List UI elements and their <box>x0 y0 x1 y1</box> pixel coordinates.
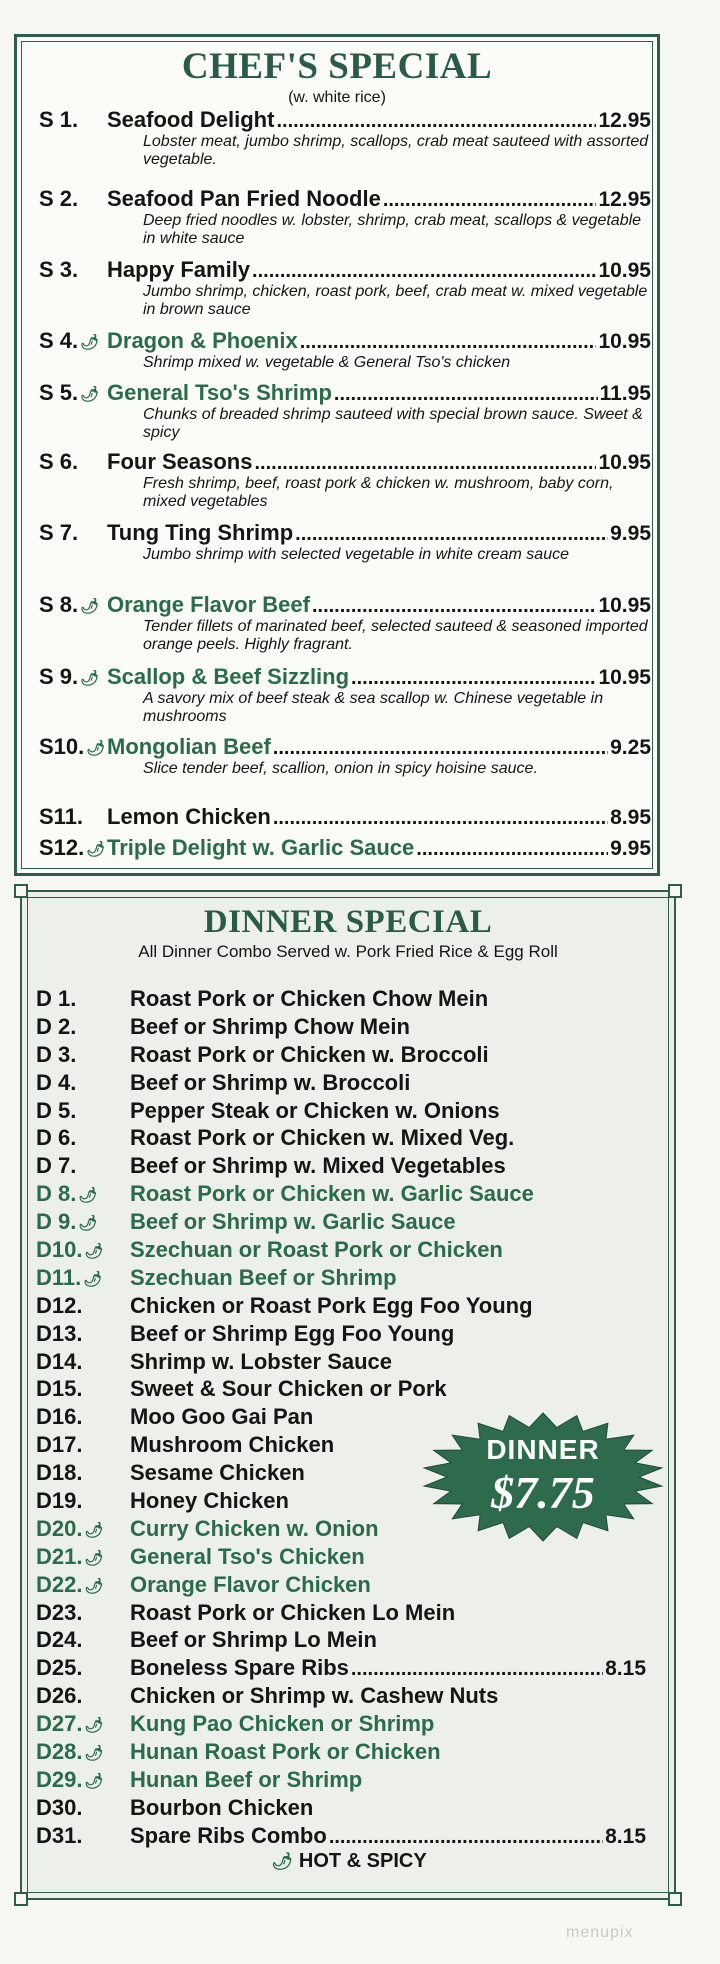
pepper-icon: 🌶︎ <box>80 670 100 688</box>
item-description: Jumbo shrimp with selected vegetable in white cream sauce <box>143 546 569 563</box>
leader-dots <box>416 838 608 861</box>
badge-price: $7.75 <box>491 1467 595 1518</box>
item-code: D12. <box>36 1292 83 1318</box>
dinner-special-item <box>36 1739 666 1767</box>
chef-special-item <box>39 835 651 861</box>
dinner-special-title: DINNER SPECIAL <box>203 904 493 940</box>
item-code: D 5. <box>36 1097 77 1123</box>
dinner-special-item <box>36 1655 666 1683</box>
item-name: Sesame Chicken <box>130 1460 305 1486</box>
item-name: Seafood Pan Fried Noodle <box>107 186 381 211</box>
item-code: S10. 🌶︎ <box>39 734 106 759</box>
item-name: Spare Ribs Combo <box>130 1822 327 1848</box>
item-code: S 4. 🌶︎ <box>39 328 100 353</box>
item-price: 10.95 <box>598 451 651 474</box>
item-code: D23. <box>36 1599 83 1625</box>
item-description: Lobster meat, jumbo shrimp, scallops, crab meat sauteed with assorted vegetable. <box>143 133 649 168</box>
item-code: D 6. <box>36 1125 77 1151</box>
item-name: Pepper Steak or Chicken w. Onions <box>130 1097 500 1123</box>
item-code: S 6. <box>39 449 79 474</box>
item-price: 9.95 <box>610 522 651 545</box>
dinner-special-item <box>36 1265 666 1293</box>
item-description: A savory mix of beef steak & sea scallop w. Chinese vegetable in mushrooms <box>143 690 604 725</box>
dinner-special-item <box>36 1376 666 1404</box>
pepper-icon: 🌶︎ <box>78 1215 98 1233</box>
leader-dots <box>254 452 596 475</box>
item-name: Roast Pork or Chicken w. Mixed Veg. <box>130 1125 515 1151</box>
item-price: 9.25 <box>610 736 651 759</box>
item-name: Hunan Beef or Shrimp <box>130 1766 363 1792</box>
chef-special-title: CHEF'S SPECIAL <box>181 46 493 87</box>
item-name: Hunan Roast Pork or Chicken <box>130 1739 441 1765</box>
dinner-special-item <box>36 1181 666 1209</box>
item-code: D22. 🌶︎ <box>36 1571 104 1597</box>
dinner-special-item <box>36 1711 666 1739</box>
pepper-icon: 🌶︎ <box>80 334 100 352</box>
dinner-special-item <box>36 1321 666 1349</box>
item-code: D 2. <box>36 1013 77 1039</box>
hot-spicy-legend <box>22 1850 674 1873</box>
dinner-special-item <box>36 1683 666 1711</box>
item-name: Boneless Spare Ribs <box>130 1655 349 1681</box>
pepper-icon: 🌶︎ <box>84 1522 104 1540</box>
item-price: 8.95 <box>610 806 651 829</box>
pepper-icon: 🌶︎ <box>84 1243 104 1261</box>
item-price: 12.95 <box>598 188 651 211</box>
item-code: S11. <box>39 804 84 829</box>
dinner-special-item <box>36 1349 666 1377</box>
dinner-special-item <box>36 1572 666 1600</box>
item-name: Mongolian Beef <box>107 734 271 759</box>
chef-special-item <box>39 520 651 564</box>
badge-label: DINNER <box>486 1434 600 1465</box>
pepper-icon: 🌶︎ <box>84 1577 104 1595</box>
item-code: D11. 🌶︎ <box>36 1264 103 1290</box>
item-code: D25. <box>36 1655 83 1681</box>
item-name: Roast Pork or Chicken Lo Mein <box>130 1599 456 1625</box>
leader-dots <box>351 1658 603 1681</box>
item-name: Mushroom Chicken <box>130 1432 335 1458</box>
item-price: 8.15 <box>605 1657 646 1681</box>
item-name: Lemon Chicken <box>107 804 271 829</box>
leader-dots <box>273 737 608 760</box>
watermark: menupix <box>566 1924 634 1941</box>
pepper-icon: 🌶︎ <box>271 1851 293 1871</box>
leader-dots <box>351 667 596 690</box>
item-description: Fresh shrimp, beef, roast pork & chicken w. mushroom, baby corn, mixed vegetables <box>143 475 614 510</box>
dinner-special-item <box>36 1070 666 1098</box>
item-name: Orange Flavor Beef <box>107 592 310 617</box>
item-code: D29. 🌶︎ <box>36 1766 104 1792</box>
pepper-icon: 🌶︎ <box>86 841 106 859</box>
chef-special-item <box>39 804 651 830</box>
item-code: D26. <box>36 1683 83 1709</box>
dinner-special-item <box>36 1153 666 1181</box>
item-code: D13. <box>36 1320 83 1346</box>
pepper-icon: 🌶︎ <box>84 1745 104 1763</box>
item-code: S 1. <box>39 107 79 132</box>
item-code: D27. 🌶︎ <box>36 1711 104 1737</box>
item-description: Slice tender beef, scallion, onion in spicy hoisine sauce. <box>143 760 538 777</box>
item-code: S 9. 🌶︎ <box>39 664 100 689</box>
dinner-special-item <box>36 1209 666 1237</box>
dinner-special-item <box>36 1767 666 1795</box>
dinner-special-panel <box>20 890 676 1900</box>
item-name: Sweet & Sour Chicken or Pork <box>130 1376 447 1402</box>
item-code: D 1. <box>36 986 77 1011</box>
item-code: D31. <box>36 1822 83 1848</box>
item-name: General Tso's Chicken <box>130 1543 365 1569</box>
corner-ornament <box>668 884 682 898</box>
item-name: Orange Flavor Chicken <box>130 1571 371 1597</box>
item-price: 9.95 <box>610 837 651 860</box>
item-code: D21. 🌶︎ <box>36 1543 104 1569</box>
item-code: D10. 🌶︎ <box>36 1237 104 1263</box>
dinner-special-item <box>36 1795 666 1823</box>
pepper-icon: 🌶︎ <box>84 1773 104 1791</box>
item-code: D15. <box>36 1376 83 1402</box>
item-price: 8.15 <box>605 1824 646 1848</box>
item-name: Roast Pork or Chicken w. Garlic Sauce <box>130 1181 534 1207</box>
leader-dots <box>312 595 596 618</box>
item-code: D28. 🌶︎ <box>36 1739 104 1765</box>
item-price: 10.95 <box>598 259 651 282</box>
leader-dots <box>252 260 596 283</box>
item-code: D17. <box>36 1432 83 1458</box>
item-name: Beef or Shrimp Egg Foo Young <box>130 1320 455 1346</box>
corner-ornament <box>668 1892 682 1906</box>
item-code: D 7. <box>36 1153 77 1179</box>
item-name: Beef or Shrimp w. Mixed Vegetables <box>130 1153 506 1179</box>
dinner-special-item <box>36 1627 666 1655</box>
item-name: Chicken or Shrimp w. Cashew Nuts <box>130 1683 499 1709</box>
item-name: Szechuan or Roast Pork or Chicken <box>130 1237 503 1263</box>
legend-label: HOT & SPICY <box>298 1850 427 1872</box>
item-name: Honey Chicken <box>130 1488 289 1514</box>
item-code: S12. 🌶︎ <box>39 835 106 860</box>
item-name: Tung Ting Shrimp <box>107 520 294 545</box>
item-name: Curry Chicken w. Onion <box>130 1515 379 1541</box>
leader-dots <box>334 383 598 406</box>
item-name: Beef or Shrimp Chow Mein <box>130 1013 410 1039</box>
item-name: Beef or Shrimp Lo Mein <box>130 1627 377 1653</box>
item-code: D24. <box>36 1627 83 1653</box>
dinner-special-item <box>36 1042 666 1070</box>
item-code: D14. <box>36 1348 83 1374</box>
item-code: D18. <box>36 1460 83 1486</box>
item-code: S 3. <box>39 257 79 282</box>
item-name: Roast Pork or Chicken Chow Mein <box>130 986 489 1011</box>
item-code: D 8. 🌶︎ <box>36 1181 98 1207</box>
item-name: Happy Family <box>107 257 251 282</box>
item-description: Tender fillets of marinated beef, selected sauteed & seasoned imported orange peels. Highly fragrant. <box>143 618 648 653</box>
chef-special-item <box>39 380 651 442</box>
dinner-special-item <box>36 1600 666 1628</box>
leader-dots <box>329 1826 603 1849</box>
item-name: Bourbon Chicken <box>130 1794 314 1820</box>
pepper-icon: 🌶︎ <box>84 1550 104 1567</box>
corner-ornament <box>14 1892 28 1906</box>
item-description: Deep fried noodles w. lobster, shrimp, crab meat, scallops & vegetable in white sauce <box>143 212 642 247</box>
item-description: Shrimp mixed w. vegetable & General Tso's chicken <box>143 354 511 371</box>
pepper-icon: 🌶︎ <box>80 386 100 404</box>
chef-special-item <box>39 592 651 654</box>
item-name: Chicken or Roast Pork Egg Foo Young <box>130 1292 533 1318</box>
item-code: S 5. 🌶︎ <box>39 380 100 405</box>
leader-dots <box>276 110 596 133</box>
item-name: Szechuan Beef or Shrimp <box>130 1264 397 1290</box>
dinner-special-item <box>36 1125 666 1153</box>
item-description: Chunks of breaded shrimp sauteed with special brown sauce. Sweet & spicy <box>143 406 643 441</box>
dinner-special-item <box>36 1544 666 1572</box>
item-name: Four Seasons <box>107 449 253 474</box>
item-price: 12.95 <box>598 109 651 132</box>
chef-special-item <box>39 257 651 319</box>
pepper-icon: 🌶︎ <box>78 1187 98 1205</box>
item-code: D 4. <box>36 1069 77 1095</box>
chef-special-item <box>39 328 651 372</box>
item-code: D 3. <box>36 1041 77 1067</box>
item-price: 10.95 <box>598 330 651 353</box>
leader-dots <box>300 331 597 354</box>
pepper-icon: 🌶︎ <box>80 598 100 616</box>
chef-special-subtitle: (w. white rice) <box>288 89 386 106</box>
item-code: D20. 🌶︎ <box>36 1515 104 1541</box>
item-name: Kung Pao Chicken or Shrimp <box>130 1711 435 1737</box>
item-name: Beef or Shrimp w. Garlic Sauce <box>130 1209 456 1235</box>
item-code: S 7. <box>39 520 79 545</box>
chef-special-item <box>39 734 651 778</box>
leader-dots <box>383 189 597 212</box>
pepper-icon: 🌶︎ <box>83 1271 103 1289</box>
item-name: Beef or Shrimp w. Broccoli <box>130 1069 411 1095</box>
leader-dots <box>273 807 608 830</box>
pepper-icon: 🌶︎ <box>86 740 106 758</box>
chef-special-item <box>39 107 651 169</box>
dinner-price-badge <box>420 1410 666 1544</box>
dinner-special-item <box>36 986 666 1014</box>
item-name: Seafood Delight <box>107 107 275 132</box>
chef-special-item <box>39 449 651 511</box>
dinner-special-subtitle: All Dinner Combo Served w. Pork Fried Rice & Egg Roll <box>138 942 558 961</box>
pepper-icon: 🌶︎ <box>84 1717 104 1735</box>
dinner-special-item <box>36 1014 666 1042</box>
item-description: Jumbo shrimp, chicken, roast pork, beef, crab meat w. mixed vegetable in brown sauce <box>143 283 648 318</box>
item-name: Dragon & Phoenix <box>107 328 298 353</box>
dinner-special-item <box>36 1823 666 1851</box>
item-name: Triple Delight w. Garlic Sauce <box>107 835 415 860</box>
item-code: S 2. <box>39 186 79 211</box>
dinner-special-item <box>36 1098 666 1126</box>
chef-special-item <box>39 664 651 726</box>
item-code: D30. <box>36 1794 83 1820</box>
item-name: Scallop & Beef Sizzling <box>107 664 350 689</box>
dinner-special-item <box>36 1293 666 1321</box>
corner-ornament <box>14 884 28 898</box>
item-code: D19. <box>36 1488 83 1514</box>
chef-special-panel <box>14 34 660 876</box>
item-code: D 9. 🌶︎ <box>36 1209 98 1235</box>
dinner-special-item <box>36 1237 666 1265</box>
item-code: D16. <box>36 1404 83 1430</box>
item-name: Shrimp w. Lobster Sauce <box>130 1348 393 1374</box>
item-price: 10.95 <box>598 666 651 689</box>
item-name: General Tso's Shrimp <box>107 380 332 405</box>
item-code: S 8. 🌶︎ <box>39 592 100 617</box>
item-name: Moo Goo Gai Pan <box>130 1404 314 1430</box>
item-price: 10.95 <box>598 594 651 617</box>
chef-special-item <box>39 186 651 248</box>
item-name: Roast Pork or Chicken w. Broccoli <box>130 1041 489 1067</box>
item-price: 11.95 <box>599 382 651 405</box>
leader-dots <box>295 523 608 546</box>
